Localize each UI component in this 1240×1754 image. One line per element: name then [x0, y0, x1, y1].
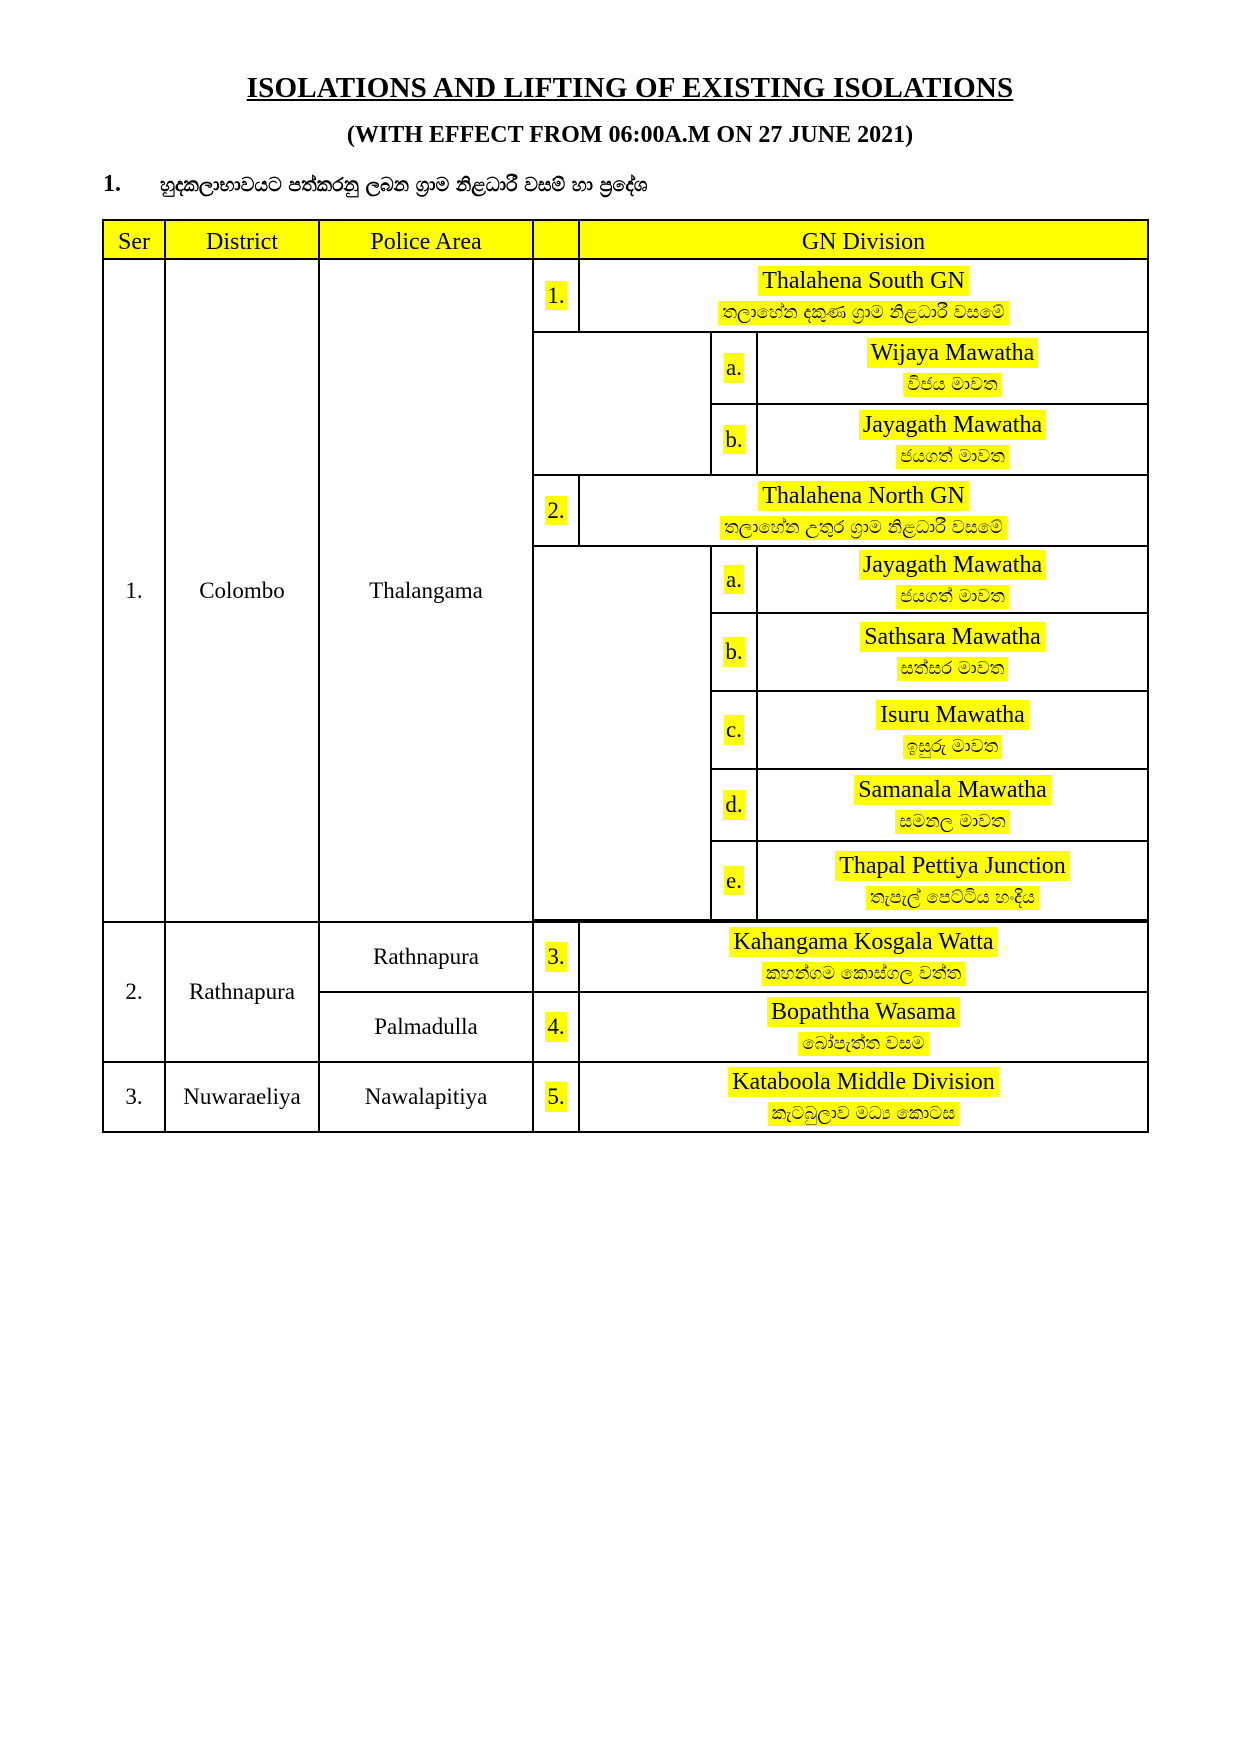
row-district: Rathnapura	[165, 922, 319, 1062]
sub-area-en: Jayagath Mawatha	[859, 410, 1046, 440]
gn-name-si: තලාහේන උතුර ග්‍රාම නිළධාරී වසමේ	[720, 516, 1007, 540]
sub-letter: a.	[724, 565, 744, 595]
gn-name-si: තලාහේන දකුණ ග්‍රාම නිළධාරී වසමේ	[718, 301, 1008, 325]
sub-area-cell	[757, 546, 1148, 613]
sub-letter-cell	[711, 546, 757, 613]
header-ser: Ser	[103, 220, 165, 259]
row-police-area: Nawalapitiya	[319, 1062, 533, 1132]
table-header-row	[103, 220, 1148, 259]
table-row	[103, 259, 1148, 332]
sub-area-en: Sathsara Mawatha	[860, 622, 1045, 652]
table-row	[103, 1062, 1148, 1132]
sub-area-si: තැපැල් පෙට්ටිය හංදිය	[866, 886, 1039, 910]
gn-name-en: Kataboola Middle Division	[728, 1067, 999, 1097]
gn-division-cell	[579, 1062, 1148, 1132]
row-district: Nuwaraeliya	[165, 1062, 319, 1132]
gn-division-cell	[579, 922, 1148, 992]
sub-area-si: ජයගත් මාවත	[896, 445, 1009, 469]
section-heading: හුදකලාභාවයට පත්කරනු ලබන ග්‍රාම නිළධාරී වසම් හා ප්‍රදේශ	[160, 174, 648, 196]
sub-area-si: ඉසුරු මාවත	[903, 735, 1002, 759]
table-row	[103, 922, 1148, 992]
sub-area-si: ජයගත් මාවත	[896, 585, 1009, 609]
sub-area-en: Jayagath Mawatha	[859, 550, 1046, 580]
row-police-area: Palmadulla	[319, 992, 533, 1062]
sub-area-si: විජය මාවත	[903, 373, 1001, 397]
header-police-area: Police Area	[319, 220, 533, 259]
isolation-table	[102, 219, 1149, 1133]
gn-number: 3.	[545, 942, 566, 972]
sub-letter: b.	[723, 637, 744, 667]
sub-area-cell	[757, 769, 1148, 841]
gn-number-cell	[533, 1062, 579, 1132]
gn-number-cell	[533, 259, 579, 332]
gn-name-en: Bopaththa Wasama	[767, 997, 960, 1027]
gn-division-cell	[579, 992, 1148, 1062]
blank-cell	[533, 546, 711, 920]
gn-division-cell	[579, 259, 1148, 332]
sub-area-en: Thapal Pettiya Junction	[835, 851, 1070, 881]
row-district: Colombo	[165, 259, 319, 922]
sub-letter: b.	[723, 425, 744, 455]
sub-letter: a.	[724, 353, 744, 383]
gn-division-cell	[579, 475, 1148, 546]
gn-number: 5.	[545, 1082, 566, 1112]
sub-area-en: Samanala Mawatha	[854, 775, 1051, 805]
header-district: District	[165, 220, 319, 259]
page-title: ISOLATIONS AND LIFTING OF EXISTING ISOLATIONS	[246, 72, 1014, 104]
row-ser: 2.	[103, 922, 165, 1062]
gn-name-en: Thalahena North GN	[758, 481, 969, 511]
sub-area-en: Isuru Mawatha	[876, 700, 1029, 730]
gn-name-si: බෝපැත්ත වසම	[798, 1032, 928, 1056]
sub-area-si: සත්සර මාවත	[897, 657, 1009, 681]
sub-area-cell	[757, 332, 1148, 404]
gn-number-cell	[533, 992, 579, 1062]
gn-number: 2.	[545, 496, 566, 526]
row-ser: 1.	[103, 259, 165, 922]
sub-letter-cell	[711, 613, 757, 691]
row-police-area: Thalangama	[319, 259, 533, 922]
sub-area-si: සමනල මාවත	[895, 810, 1009, 834]
gn-number: 1.	[545, 281, 566, 311]
sub-letter-cell	[711, 332, 757, 404]
gn-number-cell	[533, 922, 579, 992]
sub-letter-cell	[711, 404, 757, 475]
row-ser: 3.	[103, 1062, 165, 1132]
sub-letter: e.	[724, 866, 744, 896]
sub-letter-cell	[711, 691, 757, 769]
gn-name-si: කහන්ගම කොස්ගල වත්ත	[762, 962, 965, 986]
gn-name-en: Thalahena South GN	[758, 266, 969, 296]
sub-letter-cell	[711, 769, 757, 841]
page-subtitle: (WITH EFFECT FROM 06:00A.M ON 27 JUNE 2021)	[346, 122, 914, 148]
gn-name-en: Kahangama Kosgala Watta	[729, 927, 997, 957]
header-blank	[533, 220, 579, 259]
sub-area-cell	[757, 691, 1148, 769]
sub-area-cell	[757, 841, 1148, 920]
sub-letter: d.	[723, 790, 744, 820]
sub-letter: c.	[724, 715, 744, 745]
header-gn-division: GN Division	[579, 220, 1148, 259]
gn-name-si: කැටබුලාව මධ්‍ය කොටස	[768, 1102, 959, 1126]
sub-letter-cell	[711, 841, 757, 920]
section-number: 1.	[103, 171, 121, 197]
blank-cell	[533, 332, 711, 475]
sub-area-en: Wijaya Mawatha	[867, 338, 1039, 368]
gn-number: 4.	[545, 1012, 566, 1042]
gn-number-cell	[533, 475, 579, 546]
row-police-area: Rathnapura	[319, 922, 533, 992]
sub-area-cell	[757, 404, 1148, 475]
sub-area-cell	[757, 613, 1148, 691]
